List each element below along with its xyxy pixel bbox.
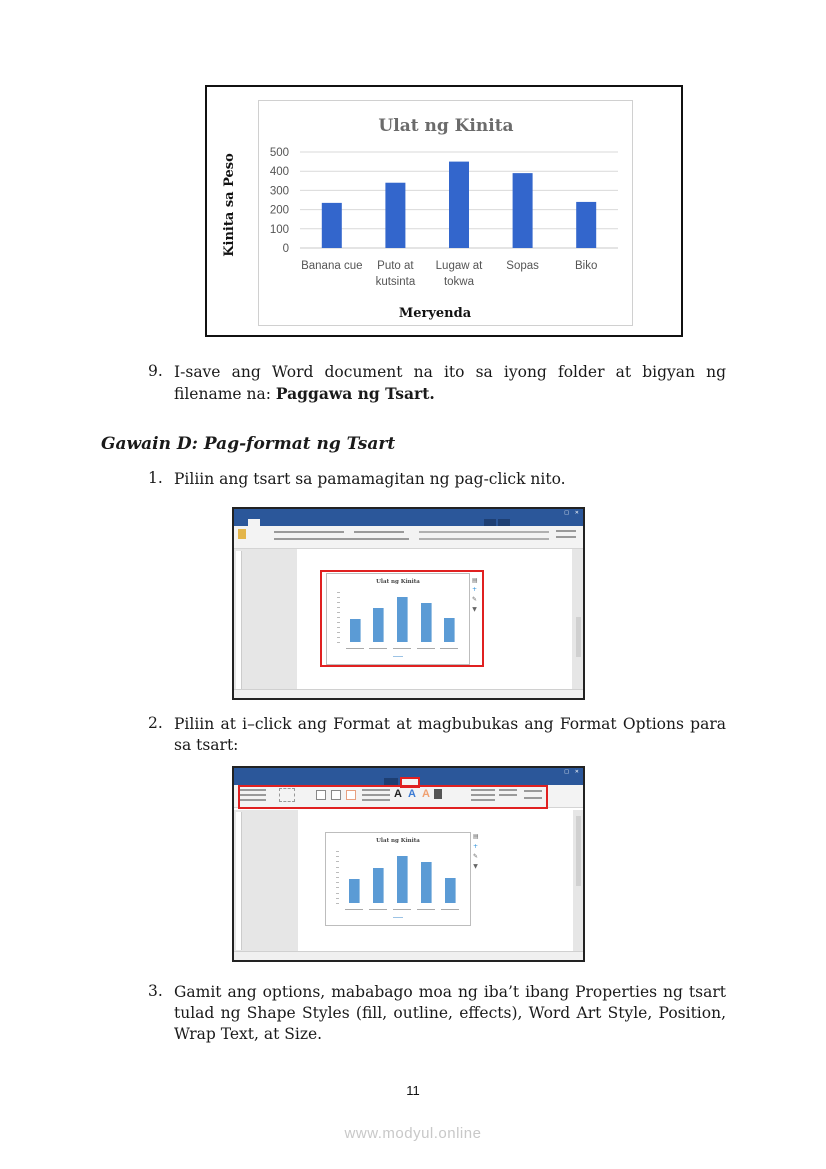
- y-tick-label: 300: [269, 185, 289, 198]
- mini-category-label: [345, 909, 363, 910]
- mini-gridline: [337, 597, 340, 598]
- mini-bar: [444, 618, 455, 642]
- y-tick-label: 0: [282, 243, 289, 255]
- mini-bar: [397, 597, 408, 642]
- mini-gridline: [336, 903, 339, 904]
- filter-icon: ▼: [472, 606, 477, 613]
- mini-category-label: [346, 648, 364, 649]
- category-label: kutsinta: [375, 276, 416, 288]
- category-label: Biko: [575, 260, 598, 272]
- y-axis-title: Kinita sa Peso: [222, 153, 237, 257]
- mini-gridline: [336, 851, 339, 852]
- mini-gridline: [336, 867, 339, 868]
- scrollbar[interactable]: [576, 617, 581, 657]
- watermark: www.modyul.online: [344, 1125, 482, 1142]
- maximize-icon: □: [564, 510, 569, 516]
- mini-gridline: [337, 632, 340, 633]
- bar-chart: [205, 85, 683, 337]
- mini-gridline: [336, 877, 339, 878]
- vertical-ruler: [236, 812, 242, 950]
- category-label: Puto at: [377, 260, 414, 272]
- page-number: 11: [406, 1083, 420, 1098]
- word-screenshot-select-chart: [232, 507, 585, 700]
- mini-gridline: [336, 887, 339, 888]
- tab-format: [498, 519, 510, 526]
- ribbon-tabs: [234, 518, 583, 526]
- step-3-number: 3.: [148, 982, 163, 1000]
- step-1-text: Piliin ang tsart sa pamamagitan ng pag-click nito.: [174, 470, 566, 488]
- mini-gridline: [336, 861, 339, 862]
- mini-bar: [445, 878, 456, 903]
- filename: Paggawa ng Tsart.: [275, 384, 435, 403]
- y-tick-label: 500: [269, 147, 289, 159]
- y-tick-label: 200: [269, 204, 289, 217]
- mini-category-label: [369, 909, 387, 910]
- chart-elements-icon: ▤: [472, 577, 478, 584]
- y-tick-labels: [270, 147, 289, 255]
- mini-axis-title: [393, 917, 403, 918]
- mini-gridline: [337, 612, 340, 613]
- mini-category-label: [417, 909, 435, 910]
- category-label: Lugaw at: [435, 260, 483, 272]
- step-1-number: 1.: [148, 469, 163, 487]
- mini-category-label: [393, 648, 411, 649]
- mini-gridline: [337, 607, 340, 608]
- ribbon: [234, 526, 583, 549]
- filter-icon: ▼: [473, 863, 478, 870]
- bar-banana-cue: [322, 203, 342, 248]
- mini-gridline: [336, 882, 339, 883]
- category-label: Sopas: [506, 260, 539, 272]
- close-icon: ✕: [574, 769, 579, 775]
- close-icon: ✕: [574, 510, 579, 516]
- brush-icon: ✎: [473, 853, 479, 860]
- section-heading: Gawain D: Pag-format ng Tsart: [101, 434, 396, 454]
- mini-category-label: [417, 648, 435, 649]
- scrollbar[interactable]: [576, 816, 581, 886]
- mini-gridline: [337, 592, 340, 593]
- category-labels: [301, 260, 597, 288]
- bar-biko: [576, 202, 596, 248]
- title-bar: [234, 509, 583, 518]
- wordart-black-icon: A: [394, 788, 402, 800]
- mini-gridline: [336, 893, 339, 894]
- mini-gridline: [336, 856, 339, 857]
- mini-category-label: [440, 648, 458, 649]
- mini-bar: [373, 608, 384, 642]
- mini-bar: [421, 862, 432, 903]
- mini-bar: [397, 856, 408, 903]
- mini-bar: [421, 603, 432, 642]
- x-axis-title: Meryenda: [398, 306, 472, 321]
- mini-bar: [350, 619, 361, 643]
- tab-design: [484, 519, 496, 526]
- mini-axis-title: [393, 656, 403, 657]
- tab-design: [384, 778, 398, 785]
- step-2-text: Piliin at i–click ang Format at magbubukas ang Format Options para sa tsart:: [174, 715, 726, 754]
- category-label: tokwa: [443, 276, 475, 288]
- mini-gridline: [337, 642, 340, 643]
- step-9-body: I-save ang Word document na ito sa iyong folder at bigyan ng filename na:: [174, 363, 726, 403]
- bar-lugaw-at-tokwa: [449, 162, 469, 248]
- mini-chart-title: Ulat ng Kinita: [376, 838, 420, 844]
- wordart-orange-icon: A: [422, 788, 430, 800]
- selected-chart[interactable]: [326, 573, 470, 665]
- brush-icon: ✎: [472, 596, 478, 603]
- mini-gridline: [336, 898, 339, 899]
- bar-puto-at-kutsinta: [385, 183, 405, 248]
- step-9-number: 9.: [148, 362, 163, 380]
- maximize-icon: □: [564, 769, 569, 775]
- plus-icon: +: [473, 843, 479, 850]
- mini-gridline: [337, 617, 340, 618]
- mini-gridline: [337, 602, 340, 603]
- paste-icon: [238, 529, 246, 539]
- bar-sopas: [513, 173, 533, 248]
- selected-chart[interactable]: [325, 832, 471, 926]
- status-bar: [234, 689, 583, 698]
- chart-elements-icon: ▤: [473, 833, 479, 840]
- chart-title: Ulat ng Kinita: [378, 116, 514, 136]
- bars: [322, 162, 596, 248]
- mini-bar: [373, 868, 384, 903]
- mini-gridline: [337, 622, 340, 623]
- ribbon-highlight-box: [238, 785, 548, 809]
- wordart-blue-icon: A: [408, 788, 416, 800]
- mini-gridline: [337, 627, 340, 628]
- step-9-text: [174, 362, 726, 405]
- y-tick-label: 100: [269, 223, 289, 236]
- word-screenshot-format-tab: [232, 766, 585, 962]
- step-2-number: 2.: [148, 714, 163, 732]
- mini-category-label: [369, 648, 387, 649]
- mini-category-label: [393, 909, 411, 910]
- title-bar: [234, 768, 583, 777]
- mini-category-label: [441, 909, 459, 910]
- category-label: Banana cue: [301, 260, 363, 272]
- mini-bar: [349, 879, 360, 903]
- tab-home: [248, 519, 260, 526]
- step-3-text: Gamit ang options, mababago moa ng iba’t ibang Properties ng tsart tulad ng Shape Styles (fill, outline, effects), Word Art Style, Position, Wrap Text, at Size.: [174, 983, 726, 1043]
- vertical-ruler: [236, 551, 242, 689]
- mini-chart-title: Ulat ng Kinita: [376, 579, 420, 585]
- status-bar: [234, 951, 583, 960]
- format-tab-highlight-box: [400, 777, 420, 788]
- plus-icon: +: [472, 586, 478, 593]
- mini-gridline: [337, 637, 340, 638]
- mini-gridline: [336, 872, 339, 873]
- y-tick-label: 400: [269, 166, 289, 179]
